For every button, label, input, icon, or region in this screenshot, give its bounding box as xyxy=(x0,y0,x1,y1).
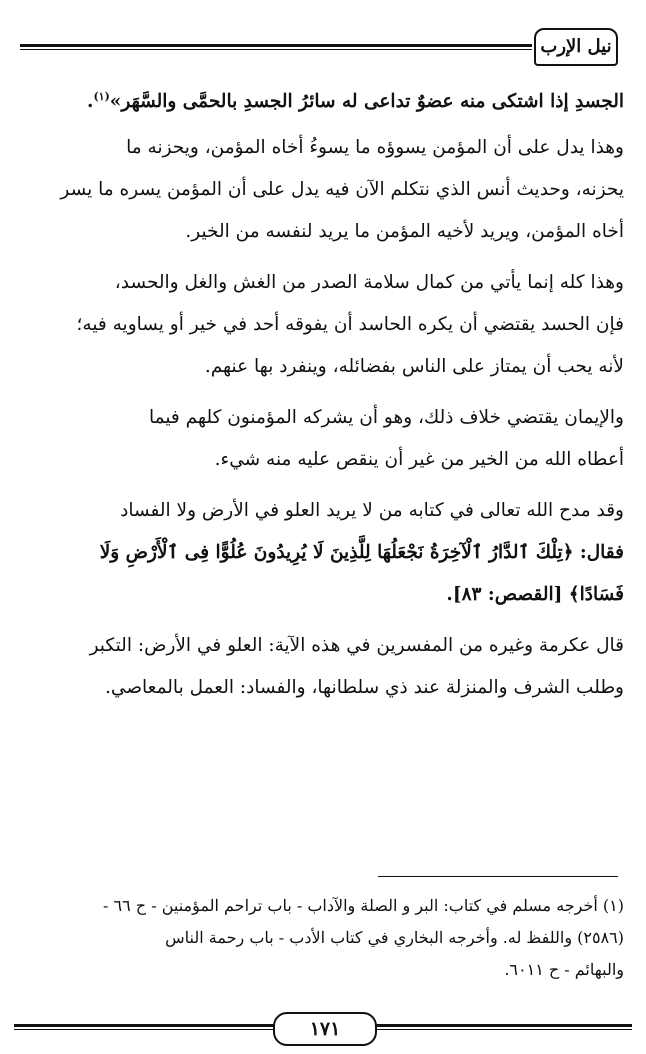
footnote-line: (١) أخرجه مسلم في كتاب: البر و الصلة والآداب - باب تراحم المؤمنين - ح ٦٦ - xyxy=(103,896,624,915)
quran-verse-line: فَسَادًا﴾ [القصص: ٨٣]. xyxy=(446,584,624,605)
quran-verse-line: فقال: ﴿تِلْكَ ٱلدَّارُ ٱلْآخِرَةُ نَجْعَلُهَا لِلَّذِينَ لَا يُرِيدُونَ عُلُوًّا فِى ٱلْأَرْضِ وَلَا xyxy=(99,542,624,563)
footnote-line: والبهائم - ح ٦٠١١. xyxy=(504,960,624,979)
text-line: قال عكرمة وغيره من المفسرين في هذه الآية: العلو في الأرض: التكبر xyxy=(89,635,624,656)
text-line: وهذا كله إنما يأتي من كمال سلامة الصدر من الغش والغل والحسد، xyxy=(114,272,624,293)
text-line: والإيمان يقتضي خلاف ذلك، وهو أن يشركه المؤمنون كلهم فيما xyxy=(148,407,624,428)
text-line: أخاه المؤمن، ويريد لأخيه المؤمن ما يريد لنفسه من الخير. xyxy=(185,221,624,242)
footnote-separator xyxy=(378,876,618,877)
punctuation: . xyxy=(86,91,94,113)
footnote-line: (٢٥٨٦) واللفظ له. وأخرجه البخاري في كتاب الأدب - باب رحمة الناس xyxy=(165,928,624,947)
running-title: نيل الإرب xyxy=(534,28,618,66)
text-line: لأنه يحب أن يمتاز على الناس بفضائله، وينفرد بها عنهم. xyxy=(204,356,624,377)
footnote-reference: (١) xyxy=(93,90,110,103)
text-line: فإن الحسد يقتضي أن يكره الحاسد أن يفوقه أحد في خير أو يساويه فيه؛ xyxy=(76,314,624,335)
footnotes xyxy=(20,890,624,986)
text-line: وقد مدح الله تعالى في كتابه من لا يريد العلو في الأرض ولا الفساد xyxy=(120,500,624,521)
header-rule xyxy=(20,44,532,50)
text-line: وطلب الشرف والمنزلة عند ذي سلطانها، والفساد: العمل بالمعاصي. xyxy=(105,677,624,698)
main-text xyxy=(20,76,624,709)
hadith-end: الجسدِ إذا اشتكى منه عضوٌ تداعى له سائرُ الجسدِ بالحمَّى والسَّهَر» xyxy=(109,91,624,113)
text-line: يحزنه، وحديث أنس الذي نتكلم الآن فيه يدل على أن المؤمن يسره ما يسر xyxy=(60,179,624,200)
text-line: أعطاه الله من الخير من غير أن ينقص عليه منه شيء. xyxy=(214,449,624,470)
page-number: ١٧١ xyxy=(273,1012,377,1046)
text-line: وهذا يدل على أن المؤمن يسوؤه ما يسوءُ أخاه المؤمن، ويحزنه ما xyxy=(126,137,624,158)
text-line xyxy=(20,76,624,118)
page-header xyxy=(20,28,624,68)
